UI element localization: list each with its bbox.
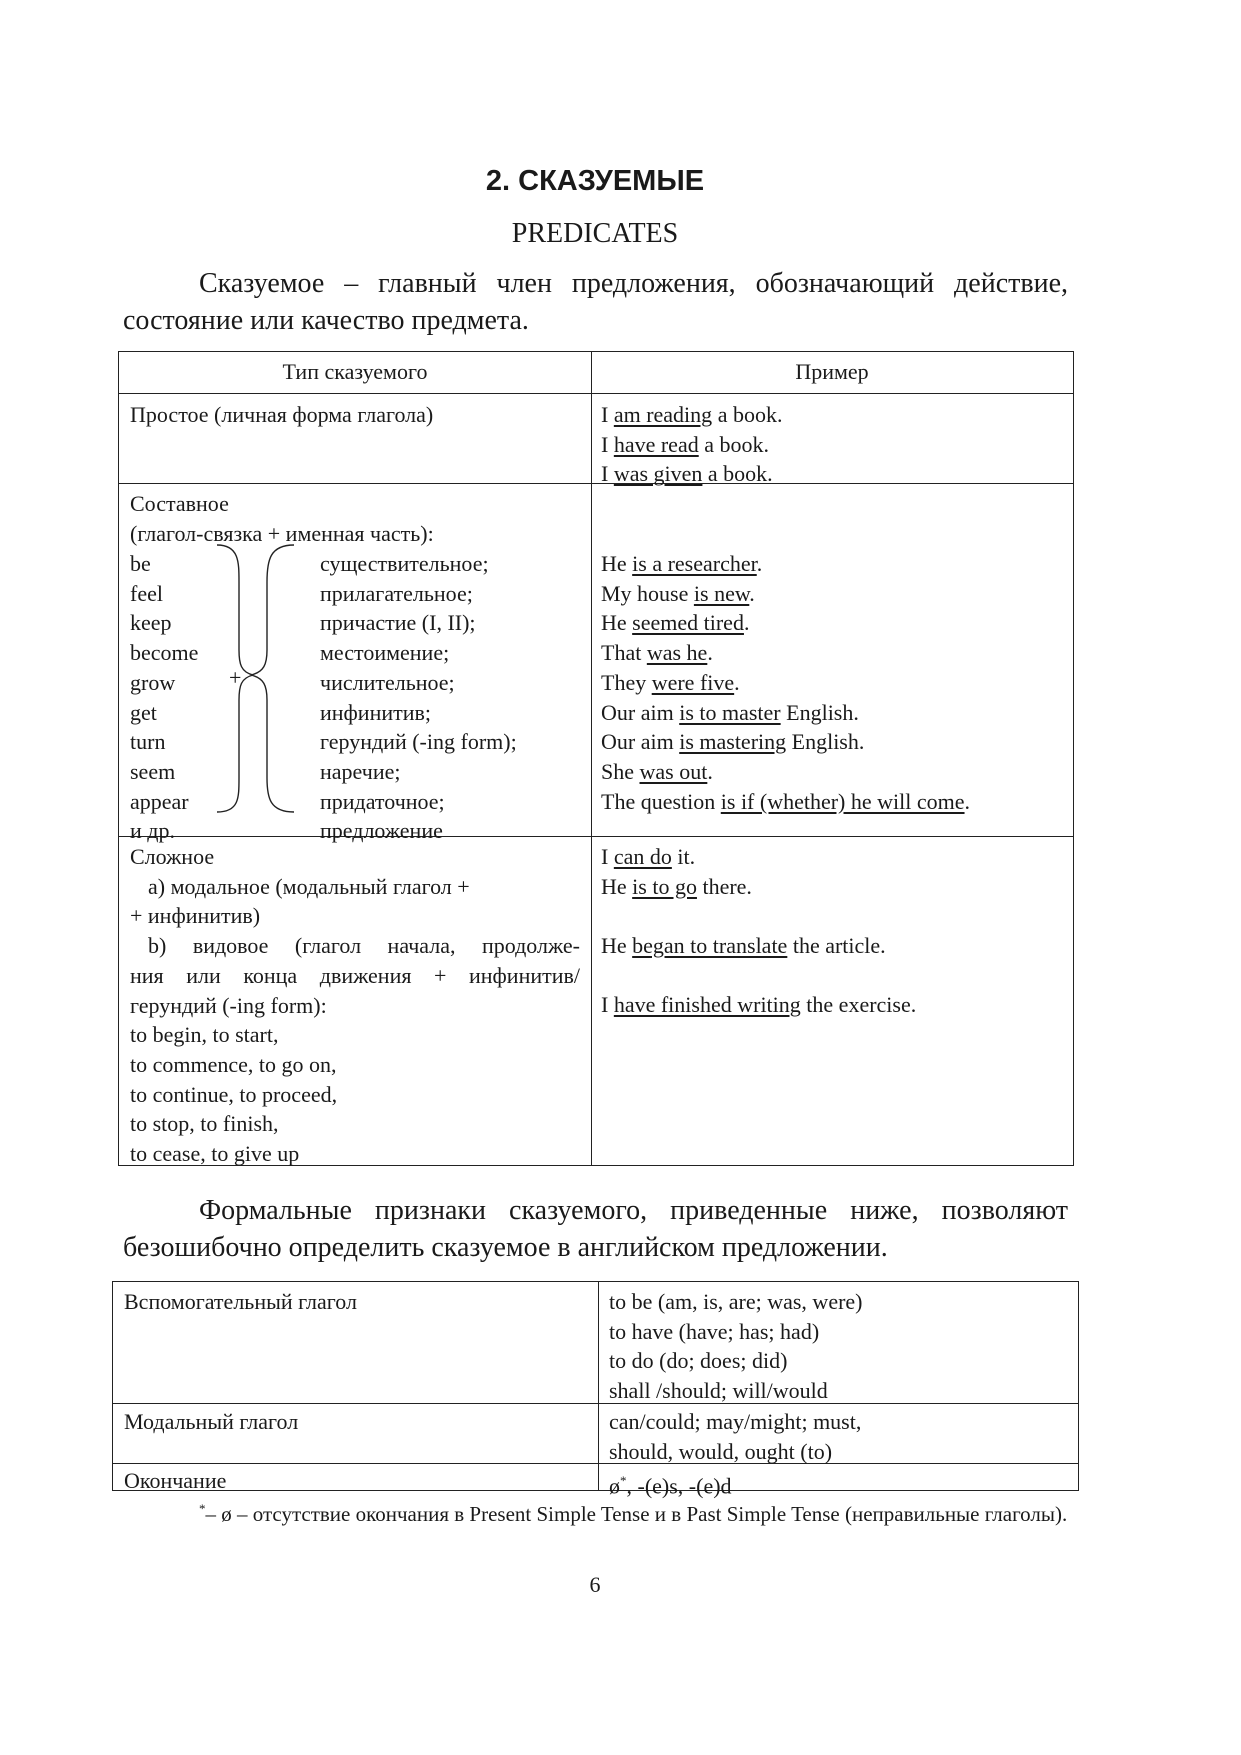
zero-ending-symbol: ø: [609, 1473, 620, 1499]
compound-examples: [601, 549, 970, 816]
formal-signs-text: Формальные признаки сказуемого, приведенные ниже, позволяют безошибочно определить сказуемое в английском предложении.: [123, 1195, 1068, 1263]
formal-signs-table: [112, 1281, 1079, 1499]
example-line: He is to go there.: [601, 873, 752, 899]
example-line: I can do it.: [601, 844, 696, 869]
page-number: 6: [589, 1572, 601, 1597]
example-line: That was he.: [601, 640, 713, 666]
formal-signs-paragraph: [123, 1192, 1068, 1266]
simple-predicate-label: Простое (личная форма глагола): [130, 402, 434, 427]
footnote: *– ø – отсутствие окончания в Present Simple Tense и в Past Simple Tense (неправильные глаголы).: [199, 1501, 1068, 1526]
complex-label: Сложное: [130, 844, 215, 869]
example-line: My house is new.: [601, 580, 755, 606]
complex-predicate-cell: Сложное а) модальное (модальный глагол + + инфинитив) b) видовое (глагол начала, продолже- ния или конца движения + инфинитив/ герундий (-ing form): to begin, to start, to commence, to go on, to continue, to proceed, to stop, to finish, to cease, to give up: [130, 844, 580, 1167]
modal-verb-values: can/could; may/might; must, should, would, ought (to): [609, 1409, 862, 1464]
linking-verbs-list: be feel keep become grow get turn seem appear и др.: [130, 551, 199, 844]
complex-examples: [601, 842, 916, 1020]
right-brace-icon: [242, 542, 312, 817]
example-line: The question is if (whether) he will come.: [601, 788, 971, 814]
example-line: He seemed tired.: [601, 610, 750, 636]
plus-sign: +: [229, 665, 242, 690]
predicate-types-table: [118, 351, 1074, 1166]
ending-label: Окончание: [124, 1468, 227, 1493]
intro-text: Сказуемое – главный член предложения, обозначающий действие, состояние или качество предмета.: [123, 268, 1068, 336]
example-line: I was given a book.: [601, 461, 773, 487]
nominal-part-list: существительное; прилагательное; причастие (I, II); местоимение; числительное; инфинитив; герундий (-ing form); наречие; придаточное; предложение: [320, 551, 517, 844]
page-title: 2. СКАЗУЕМЫЕ: [485, 165, 705, 197]
intro-paragraph: [123, 265, 1068, 339]
example-line: I am reading a book.: [601, 402, 783, 427]
ending-values: ø*, -(e)s, -(e)d: [609, 1473, 732, 1499]
example-line: She was out.: [601, 758, 713, 784]
column-header-example: Пример: [795, 359, 869, 384]
column-header-type: Тип сказуемого: [282, 359, 428, 384]
example-line: Our aim is to master English.: [601, 699, 859, 725]
example-line: Our aim is mastering English.: [601, 729, 865, 755]
example-line: He is a researcher.: [601, 551, 763, 576]
example-line: I have finished writing the exercise.: [601, 992, 917, 1018]
compound-predicate-label: Составное (глагол-связка + именная часть):: [130, 491, 434, 546]
page-subtitle: PREDICATES: [511, 218, 679, 249]
example-line: They were five.: [601, 669, 740, 695]
modal-verb-label: Модальный глагол: [124, 1409, 299, 1434]
example-line: He began to translate the article.: [601, 933, 886, 959]
example-line: I have read a book.: [601, 431, 769, 457]
auxiliary-verb-label: Вспомогательный глагол: [124, 1289, 357, 1314]
simple-examples: [601, 400, 782, 489]
auxiliary-verb-values: to be (am, is, are; was, were) to have (have; has; had) to do (do; does; did) shall /should; will/would: [609, 1289, 863, 1404]
